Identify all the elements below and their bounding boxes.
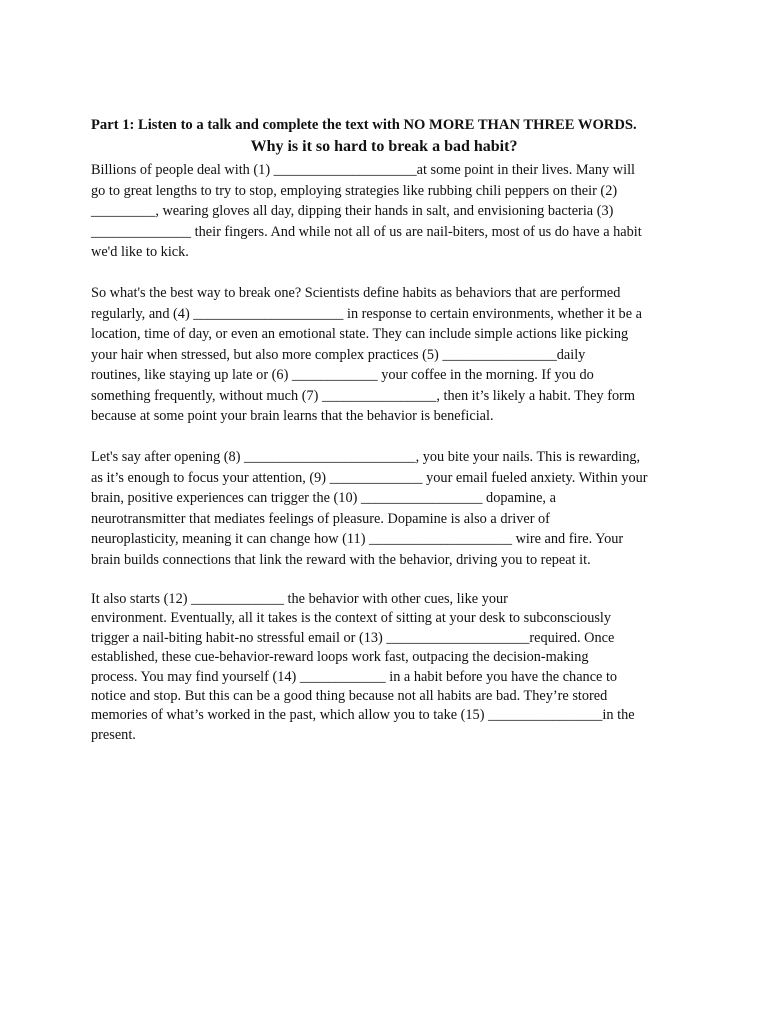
paragraph-line: because at some point your brain learns that the behavior is beneficial. bbox=[91, 408, 494, 424]
paragraph-4 bbox=[91, 590, 691, 745]
paragraph-line: environment. Eventually, all it takes is the context of sitting at your desk to subconsciously bbox=[91, 610, 612, 627]
paragraph-line: neurotransmitter that mediates feelings of pleasure. Dopamine is also a driver of bbox=[91, 510, 550, 527]
paragraph-line: notice and stop. But this can be a good thing because not all habits are bad. They’re stored bbox=[91, 687, 608, 704]
paragraph-line: brain builds connections that link the reward with the behavior, driving you to repeat it. bbox=[91, 551, 591, 568]
instruction-heading: Part 1: Listen to a talk and complete the text with NO MORE THAN THREE WORDS. bbox=[91, 117, 637, 133]
paragraph-line: _________, wearing gloves all day, dipping their hands in salt, and envisioning bacteria (3) bbox=[91, 203, 614, 219]
paragraph-line: brain, positive experiences can trigger the (10) _________________ dopamine, a bbox=[91, 490, 556, 506]
paragraph-3 bbox=[91, 447, 691, 570]
paragraph-line: ______________ their fingers. And while not all of us are nail-biters, most of us do have a habit bbox=[91, 223, 642, 240]
paragraph-line: we'd like to kick. bbox=[91, 244, 189, 260]
paragraph-2 bbox=[91, 283, 691, 427]
paragraph-line: location, time of day, or even an emotional state. They can include simple actions like picking bbox=[91, 326, 629, 342]
paragraph-line: It also starts (12) _____________ the behavior with other cues, like your bbox=[91, 591, 508, 607]
paragraph-line: Billions of people deal with (1) ____________________at some point in their lives. Many will bbox=[91, 162, 636, 178]
paragraph-line: neuroplasticity, meaning it can change how (11) ____________________ wire and fire. Your bbox=[91, 531, 624, 547]
paragraph-line: established, these cue-behavior-reward loops work fast, outpacing the decision-making bbox=[91, 649, 589, 666]
paragraph-line: present. bbox=[91, 726, 136, 743]
paragraph-line: routines, like staying up late or (6) ____________ your coffee in the morning. If you do bbox=[91, 367, 594, 383]
paragraph-line: something frequently, without much (7) ________________, then it’s likely a habit. They form bbox=[91, 387, 635, 404]
paragraph-line: So what's the best way to break one? Scientists define habits as behaviors that are performed bbox=[91, 285, 621, 301]
paragraph-1 bbox=[91, 160, 691, 263]
passage-title: Why is it so hard to break a bad habit? bbox=[250, 138, 518, 155]
paragraph-line: go to great lengths to try to stop, employing strategies like rubbing chili peppers on their (2) bbox=[91, 182, 618, 199]
paragraph-line: trigger a nail-biting habit-no stressful email or (13) ____________________required. Once bbox=[91, 629, 615, 646]
paragraph-line: memories of what’s worked in the past, which allow you to take (15) ________________in the bbox=[91, 707, 635, 724]
paragraph-line: your hair when stressed, but also more complex practices (5) ________________daily bbox=[91, 346, 586, 363]
paragraph-line: process. You may find yourself (14) ____________ in a habit before you have the chance to bbox=[91, 668, 618, 685]
paragraph-line: Let's say after opening (8) ________________________, you bite your nails. This is rewarding, bbox=[91, 449, 641, 465]
paragraph-line: regularly, and (4) _____________________ in response to certain environments, whether it be a bbox=[91, 305, 642, 322]
paragraph-line: as it’s enough to focus your attention, (9) _____________ your email fueled anxiety. Within your bbox=[91, 469, 648, 486]
